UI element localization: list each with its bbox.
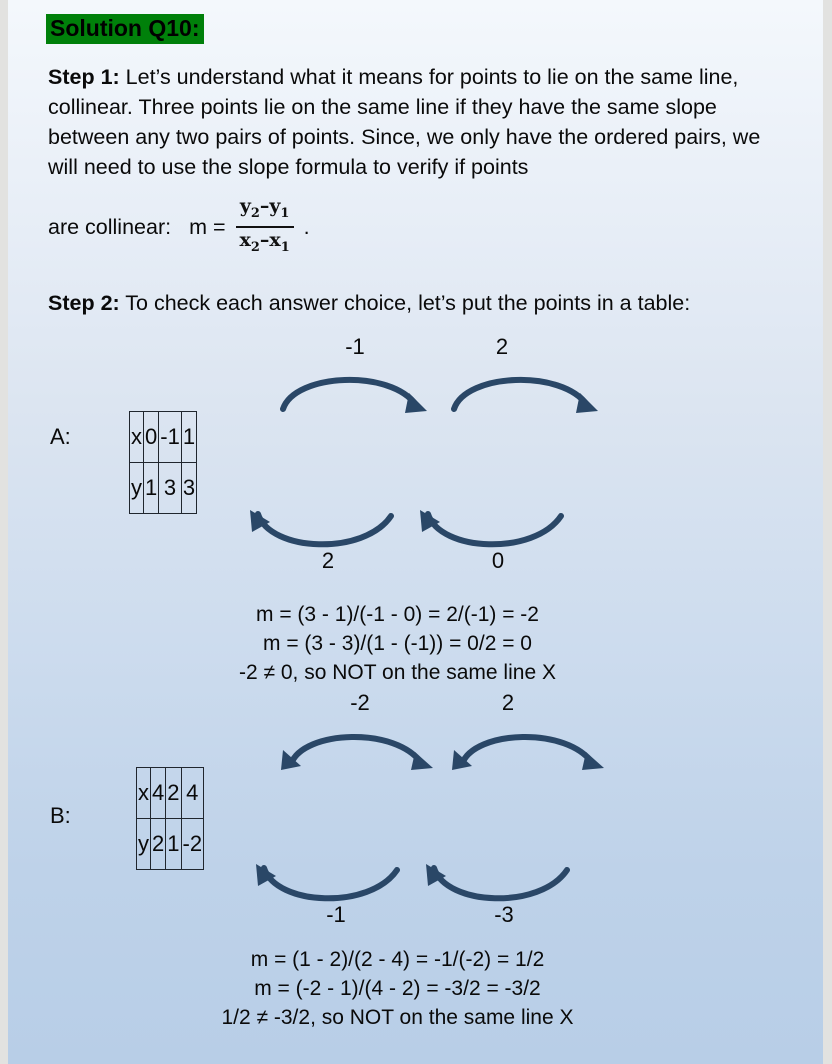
choice-a-top-arrows (273, 363, 613, 418)
choice-b-x-value-1: 4 (151, 768, 166, 819)
choice-b-table (136, 767, 204, 870)
step1-label: Step 1: (48, 65, 120, 89)
choice-a-calc-line-1: m = (3 - 1)/(-1 - 0) = 2/(-1) = -2 (256, 603, 539, 626)
choice-b-calc-line-1: m = (1 - 2)/(2 - 4) = -1/(-2) = 1/2 (250, 948, 545, 971)
choice-a-y-value-1: 1 (144, 463, 159, 514)
choice-b-top-arrow-label-2: 2 (501, 690, 515, 715)
choice-a-bottom-arrows (246, 508, 586, 563)
choice-b-y-value-2: 1 (166, 819, 181, 870)
choice-a-row-header-x: x (130, 412, 144, 463)
choice-a-top-arrow-label-2: 2 (495, 334, 509, 359)
table-row (130, 412, 197, 463)
page-title (46, 14, 204, 44)
choice-a-y-value-2: 3 (159, 463, 182, 514)
choice-b-y-value-3: -2 (181, 819, 204, 870)
slide-canvas (8, 0, 823, 1064)
choice-b-x-value-3: 4 (181, 768, 204, 819)
formula-lead-text: are collinear: (48, 215, 172, 240)
choice-a-bottom-arrow-label-1: 2 (321, 548, 335, 573)
choice-a-top-arrow-label-1: -1 (345, 334, 365, 359)
choice-b-calculations (8, 945, 805, 1032)
choice-b-calc-line-2: m = (-2 - 1)/(4 - 2) = -3/2 = -3/2 (254, 977, 541, 1000)
fraction-denominator (236, 228, 294, 260)
denominator-x2: $x_2$ (239, 228, 260, 255)
numerator-minus: – (259, 195, 270, 217)
choice-a-x-value-2: -1 (159, 412, 182, 463)
table-row (137, 768, 204, 819)
choice-b-bottom-arrows (252, 862, 592, 917)
choice-b-calc-line-3: 1/2 ≠ -3/2, so NOT on the same line X (221, 1006, 574, 1029)
formula-period: . (303, 215, 310, 240)
formula-m-equals: m = (189, 215, 226, 240)
choice-b-row-header-x: x (137, 768, 151, 819)
choice-a-x-value-1: 0 (144, 412, 159, 463)
step2-text: To check each answer choice, let’s put the points in a table: (125, 291, 691, 315)
slope-fraction (236, 194, 294, 260)
choice-b-bottom-arrow-label-1: -1 (326, 902, 346, 927)
choice-b-bottom-arrow-label-2: -3 (494, 902, 514, 927)
choice-b-row-header-y: y (137, 819, 151, 870)
choice-b-label: B: (50, 803, 71, 828)
step1-text: Let’s understand what it means for points to lie on the same line, collinear. Three points lie on the same line if they have the same slope between any two pairs of points. Since, we only have the ordered pairs, we will need to use the slope formula to verify if points (48, 65, 761, 179)
numerator-y2: $y_2$ (239, 195, 260, 221)
choice-b-top-arrows (279, 720, 619, 775)
numerator-y1: $y_1$ (269, 195, 290, 221)
choice-a-row-header-y: y (130, 463, 144, 514)
page-title-text: Solution Q10: (46, 14, 204, 44)
choice-a-calc-line-2: m = (3 - 3)/(1 - (-1)) = 0/2 = 0 (263, 632, 532, 655)
choice-a-table (129, 411, 197, 514)
fraction-numerator (236, 194, 294, 226)
step2-label: Step 2: (48, 291, 120, 315)
choice-a-bottom-arrow-label-2: 0 (491, 548, 505, 573)
step1-paragraph (48, 62, 788, 182)
table-row (137, 819, 204, 870)
choice-b-y-value-1: 2 (151, 819, 166, 870)
choice-b-top-arrow-label-1: -2 (350, 690, 370, 715)
denominator-x1: $x_1$ (269, 228, 290, 255)
slope-formula-line (48, 195, 310, 261)
denominator-minus: – (259, 228, 270, 251)
table-row (130, 463, 197, 514)
choice-a-calc-line-3: -2 ≠ 0, so NOT on the same line X (239, 661, 556, 684)
choice-b-x-value-2: 2 (166, 768, 181, 819)
choice-a-label: A: (50, 424, 71, 449)
step2-paragraph (48, 288, 788, 318)
choice-a-y-value-3: 3 (181, 463, 196, 514)
choice-a-x-value-3: 1 (181, 412, 196, 463)
choice-a-calculations (8, 600, 805, 687)
